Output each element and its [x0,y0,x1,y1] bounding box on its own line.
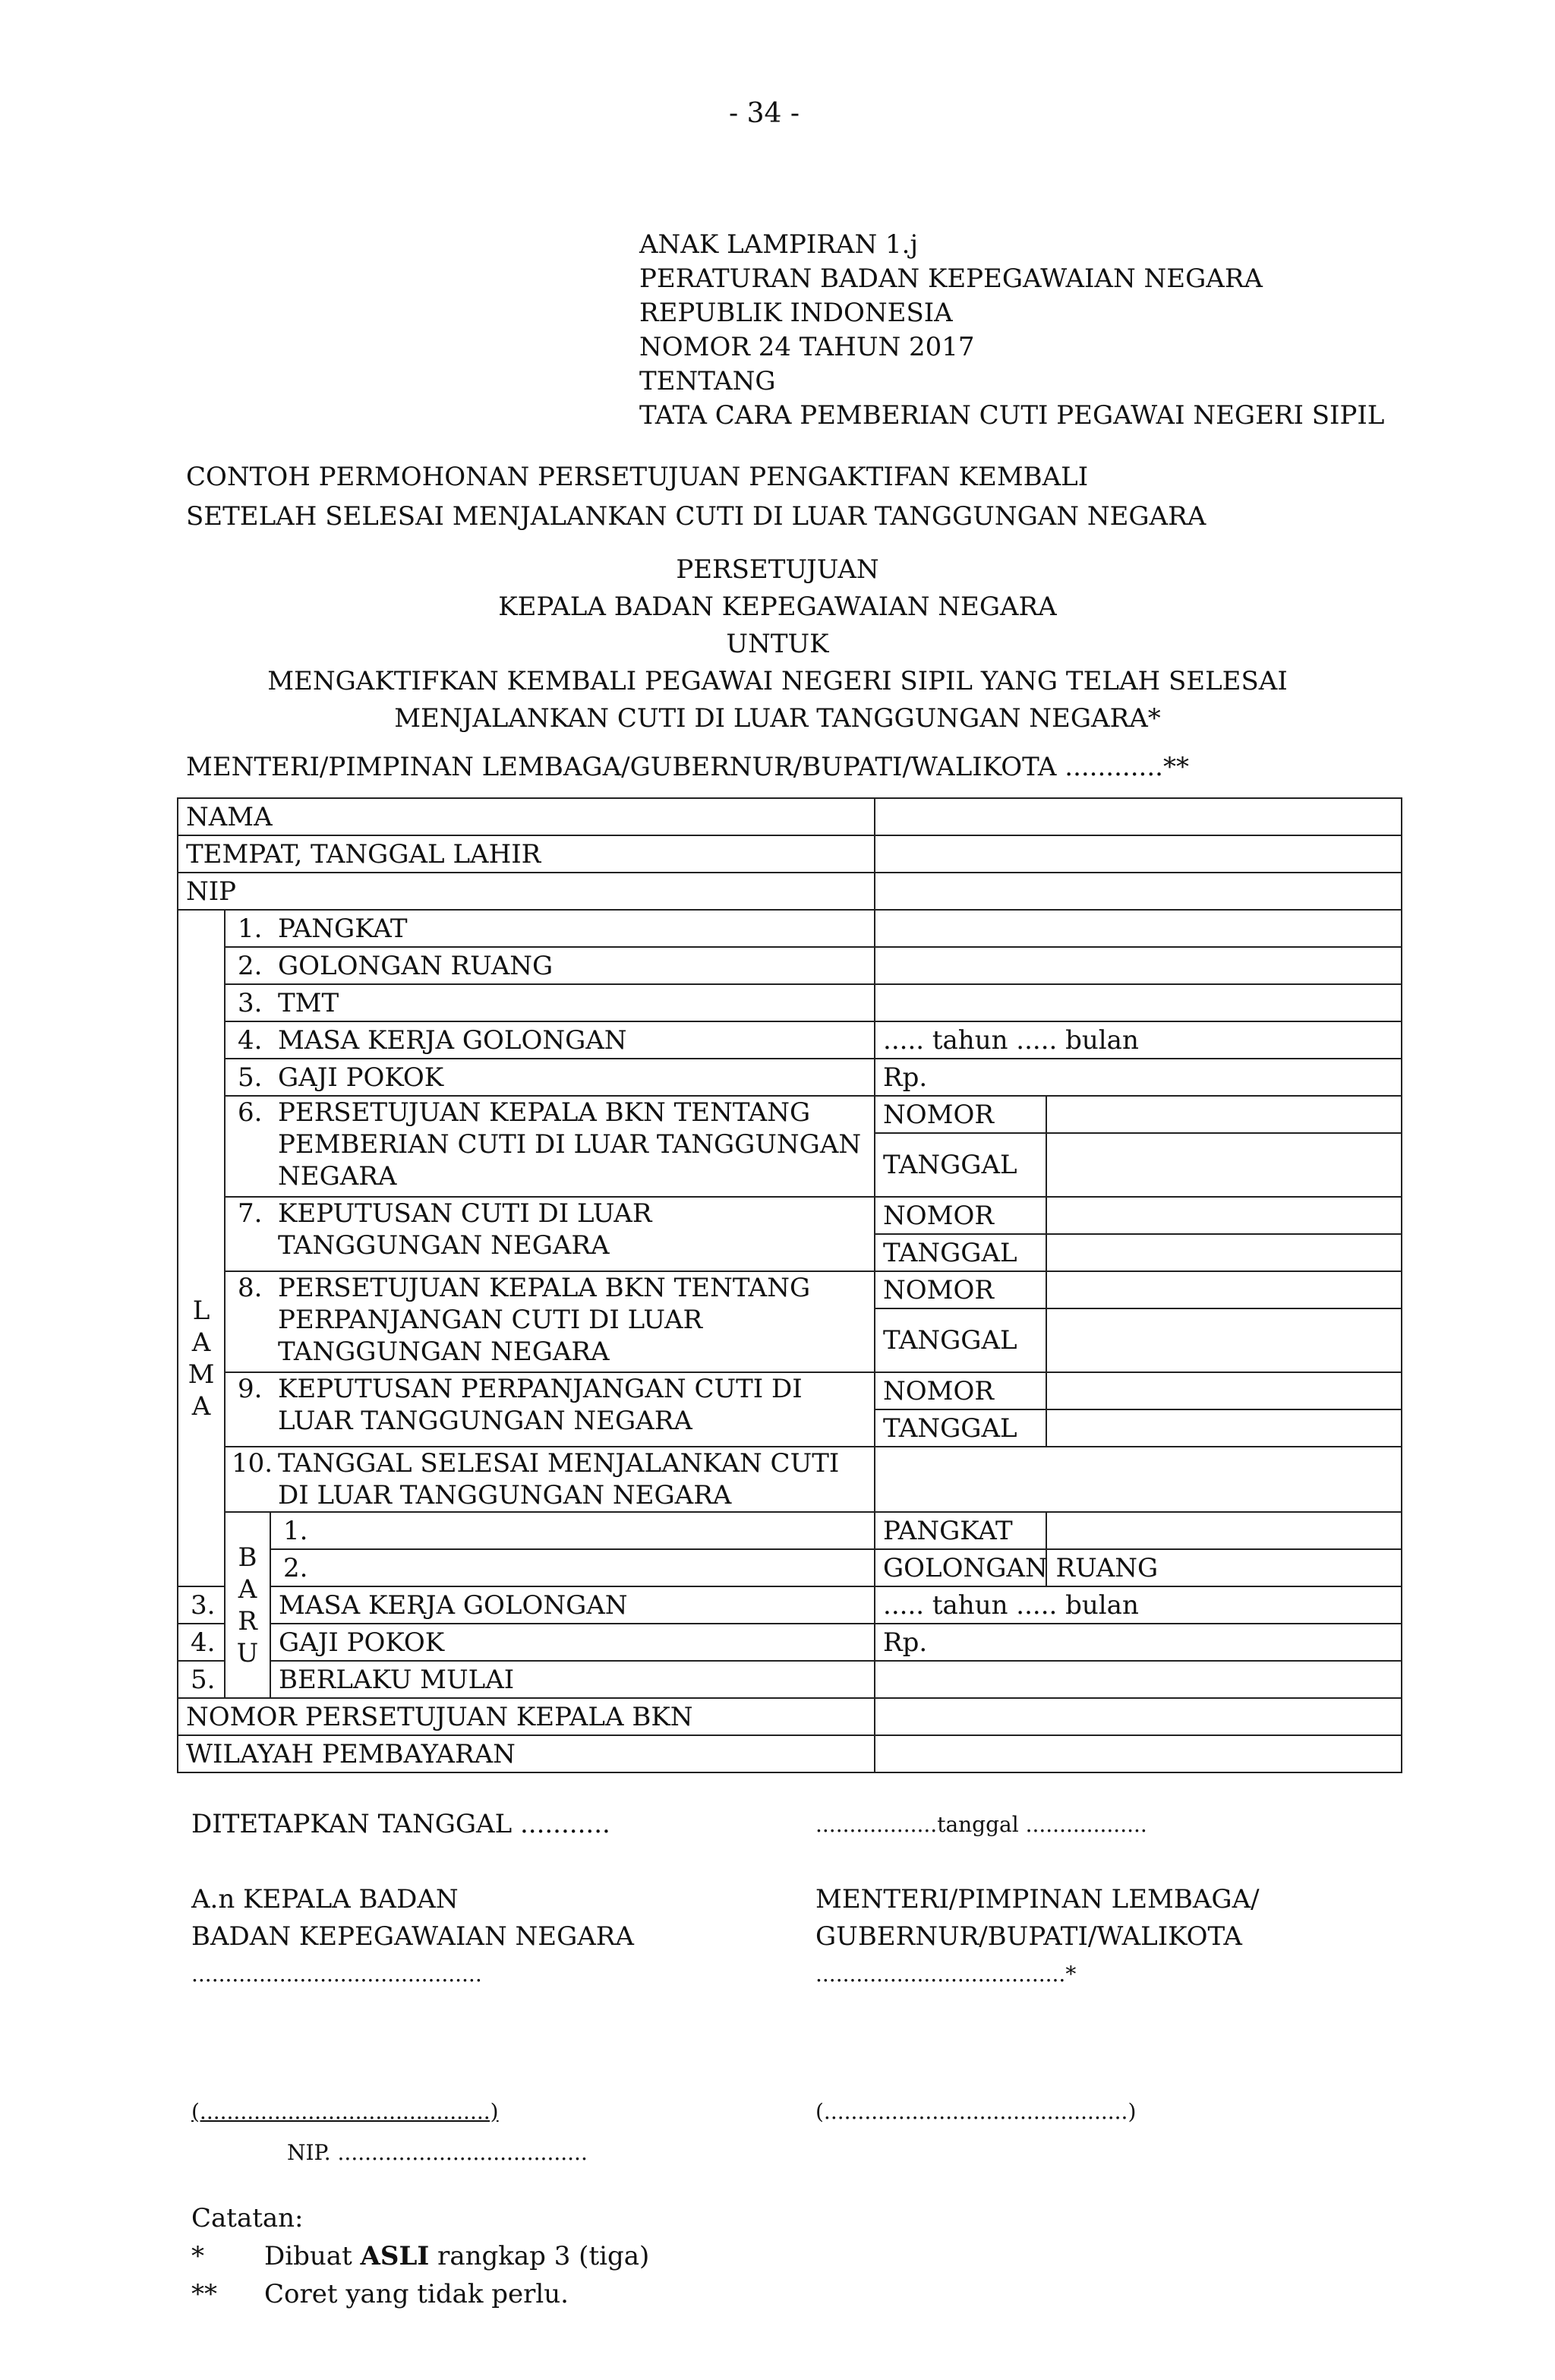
row-value[interactable]: ..... tahun ..... bulan [875,1021,1402,1059]
header-line: TENTANG [639,366,776,396]
signature-right [815,1806,1260,1993]
row-number: 8. [225,1271,270,1372]
row-value[interactable] [875,1447,1402,1512]
note-text: Dibuat [264,2241,361,2271]
tanggal-value[interactable] [1046,1133,1402,1197]
table-row [178,910,1402,947]
row-number: 10. [225,1447,270,1512]
wilayah-label: WILAYAH PEMBAYARAN [178,1735,875,1772]
row-number: 5. [178,1661,225,1698]
tanggal-label: TANGGAL [875,1234,1046,1271]
ttl-value[interactable] [875,835,1402,873]
row-number: 5. [225,1059,270,1096]
nomor-persetujuan-label: NOMOR PERSETUJUAN KEPALA BKN [178,1698,875,1735]
nama-value[interactable] [875,798,1402,835]
nip-value[interactable] [875,873,1402,910]
nomor-label: NOMOR [875,1096,1046,1133]
lama-section-label: L A M A [178,910,225,1586]
row-number: 2. [225,947,270,984]
signatory-name-left[interactable]: (...........................................) [191,2099,499,2124]
row-label: PERSETUJUAN KEPALA BKN TENTANG PERPANJANGAN CUTI DI LUAR TANGGUNGAN NEGARA [270,1271,875,1372]
signature-dots[interactable]: ........................................... [191,1962,482,1987]
row-label: GOLONGAN RUANG [270,947,875,984]
nomor-label: NOMOR [875,1372,1046,1409]
ditetapkan-line: DITETAPKAN TANGGAL ........... [191,1809,610,1839]
title-line: MENJALANKAN CUTI DI LUAR TANGGUNGAN NEGARA* [394,703,1161,734]
signatory-nip[interactable]: NIP. ..................................... [287,2140,588,2165]
row-label: TANGGAL SELESAI MENJALANKAN CUTI DI LUAR TANGGUNGAN NEGARA [270,1447,875,1512]
row-value[interactable] [875,910,1402,947]
table-row [178,1447,1402,1479]
nomor-value[interactable] [1046,1271,1402,1308]
table-row [178,835,1402,873]
table-row [178,873,1402,910]
table-row [178,1624,1402,1661]
row-label: GOLONGAN RUANG [875,1549,1046,1586]
row-label: KEPUTUSAN CUTI DI LUAR TANGGUNGAN NEGARA [270,1197,875,1271]
table-row [178,1661,1402,1698]
note-item [191,2237,649,2275]
table-row [178,1197,1402,1234]
title-line: KEPALA BADAN KEPEGAWAIAN NEGARA [498,592,1057,622]
row-number: 3. [178,1586,225,1624]
nomor-value[interactable] [1046,1372,1402,1409]
tanggal-value[interactable] [1046,1409,1402,1447]
row-number: 3. [225,984,270,1021]
place-date-line[interactable]: ..................tanggal .................. [815,1812,1147,1837]
ttl-label: TEMPAT, TANGGAL LAHIR [178,835,875,873]
nomor-value[interactable] [1046,1096,1402,1133]
table-row [178,1096,1402,1133]
table-row [178,1586,1402,1624]
header-line: TATA CARA PEMBERIAN CUTI PEGAWAI NEGERI SIPIL [639,400,1385,431]
nip-label: NIP [178,873,875,910]
wilayah-value[interactable] [875,1735,1402,1772]
table-row [178,1698,1402,1735]
tanggal-value[interactable] [1046,1234,1402,1271]
note-mark: ** [191,2279,217,2309]
row-label: PANGKAT [270,910,875,947]
row-number: 6. [225,1096,270,1197]
row-label: PERSETUJUAN KEPALA BKN TENTANG PEMBERIAN CUTI DI LUAR TANGGUNGAN NEGARA [270,1096,875,1197]
signatory-name-right[interactable]: (.............................................) [815,2099,1137,2124]
note-text: rangkap 3 (tiga) [429,2241,650,2271]
note-text: Coret yang tidak perlu. [264,2279,569,2309]
row-number: 7. [225,1197,270,1271]
row-label: KEPUTUSAN PERPANJANGAN CUTI DI LUAR TANGGUNGAN NEGARA [270,1372,875,1447]
notes [191,2199,649,2313]
row-value[interactable]: Rp. [875,1624,1402,1661]
row-label: BERLAKU MULAI [270,1661,875,1698]
nomor-label: NOMOR [875,1197,1046,1234]
nomor-label: NOMOR [875,1271,1046,1308]
note-mark: * [191,2241,204,2271]
row-number: 1. [270,1512,875,1549]
header-line: ANAK LAMPIRAN 1.j [639,229,919,260]
baru-section-label: B A R U [225,1512,270,1698]
table-row [178,1372,1402,1409]
table-row [178,1735,1402,1772]
table-row [178,947,1402,984]
example-title-line: SETELAH SELESAI MENJALANKAN CUTI DI LUAR TANGGUNGAN NEGARA [186,501,1206,532]
page-number: - 34 - [729,98,800,129]
table-row [178,1021,1402,1059]
tanggal-label: TANGGAL [875,1133,1046,1197]
addressee-line: MENTERI/PIMPINAN LEMBAGA/GUBERNUR/BUPATI/WALIKOTA ............** [186,752,1189,782]
row-value[interactable] [875,1661,1402,1698]
table-row [178,1549,1402,1586]
table-row [178,984,1402,1021]
signature-left [191,1806,634,1993]
nomor-value[interactable] [1046,1197,1402,1234]
example-title [186,457,1206,536]
regulation-header [639,228,1384,433]
notes-heading: Catatan: [191,2203,304,2233]
title-line: UNTUK [726,629,829,659]
table-row [178,798,1402,835]
example-title-line: CONTOH PERMOHONAN PERSETUJUAN PENGAKTIFAN KEMBALI [186,462,1089,492]
row-label: MASA KERJA GOLONGAN [270,1586,875,1624]
row-value[interactable]: ..... tahun ..... bulan [875,1586,1402,1624]
row-label: MASA KERJA GOLONGAN [270,1021,875,1059]
title-line: MENGAKTIFKAN KEMBALI PEGAWAI NEGERI SIPIL YANG TELAH SELESAI [267,666,1288,696]
table-row [178,1059,1402,1096]
row-number: 4. [178,1624,225,1661]
signatory-agency: BADAN KEPEGAWAIAN NEGARA [191,1921,634,1952]
row-value[interactable] [875,984,1402,1021]
header-line: PERATURAN BADAN KEPEGAWAIAN NEGARA [639,264,1263,294]
header-line: NOMOR 24 TAHUN 2017 [639,332,975,362]
row-number: 4. [225,1021,270,1059]
row-label: GAJI POKOK [270,1059,875,1096]
row-number: 9. [225,1372,270,1447]
signature-dots[interactable]: .....................................* [815,1962,1077,1987]
nama-label: NAMA [178,798,875,835]
table-row [178,1512,1402,1549]
row-value[interactable] [1046,1512,1402,1549]
row-number: 2. [270,1549,875,1586]
tanggal-value[interactable] [1046,1308,1402,1372]
tanggal-label: TANGGAL [875,1308,1046,1372]
row-number: 1. [225,910,270,947]
document-title [0,551,1555,737]
row-value[interactable]: Rp. [875,1059,1402,1096]
row-label: GAJI POKOK [270,1624,875,1661]
tanggal-label: TANGGAL [875,1409,1046,1447]
header-line: REPUBLIK INDONESIA [639,298,953,328]
table-row [178,1271,1402,1308]
approval-form-table [177,797,1402,1773]
signatory-title-right: GUBERNUR/BUPATI/WALIKOTA [815,1921,1242,1952]
signatory-title: A.n KEPALA BADAN [191,1884,459,1914]
row-label: PANGKAT [875,1512,1046,1549]
signatory-title-right: MENTERI/PIMPINAN LEMBAGA/ [815,1884,1260,1914]
note-item [191,2275,649,2313]
title-line: PERSETUJUAN [676,554,879,585]
row-label: TMT [270,984,875,1021]
row-value[interactable] [875,947,1402,984]
nomor-persetujuan-value[interactable] [875,1698,1402,1735]
note-bold: ASLI [360,2241,430,2271]
